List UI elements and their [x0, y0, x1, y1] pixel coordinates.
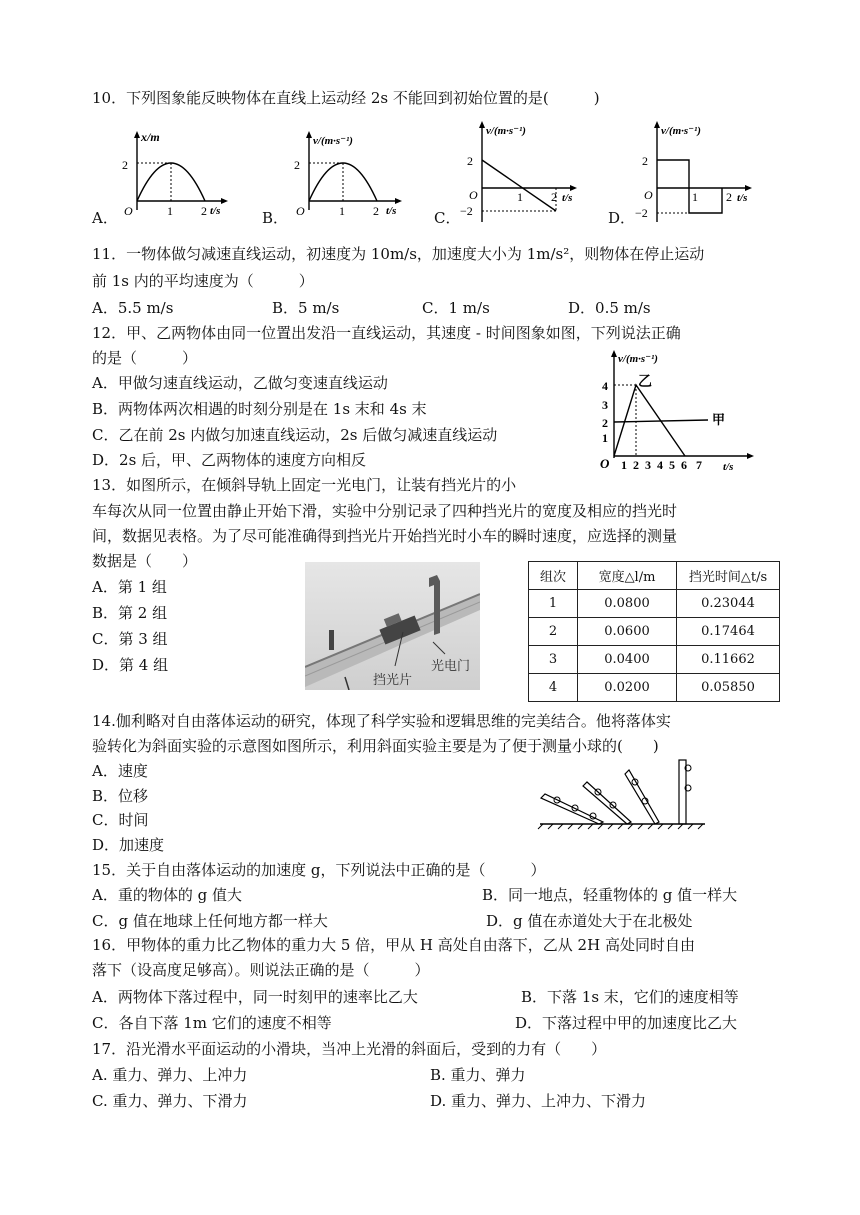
q17-option-a[interactable]: A. 重力、弹力、上冲力: [92, 1066, 248, 1084]
q17-option-c[interactable]: C. 重力、弹力、下滑力: [92, 1092, 248, 1110]
q10b-xlabel: t/s: [386, 205, 397, 217]
q15-option-b[interactable]: B．同一地点，轻重物体的 g 值一样大: [482, 886, 738, 904]
q12-graph: [590, 346, 770, 472]
table-cell: 0.05850: [677, 674, 780, 702]
q13-photo: [305, 562, 480, 690]
q13-line3: 间，数据见表格。为了尽可能准确得到挡光片开始挡光时小车的瞬时速度，应选择的测量: [92, 527, 678, 545]
q12-xtick-3: 3: [645, 458, 651, 472]
q10d-xtick-1: 1: [692, 190, 698, 204]
q16-option-d[interactable]: D．下落过程中甲的加速度比乙大: [515, 1014, 738, 1032]
q10d-ylabel: v/(m·s⁻¹): [661, 125, 701, 137]
q11-option-c[interactable]: C．1 m/s: [422, 299, 490, 317]
q12-option-c[interactable]: C．乙在前 2s 内做匀加速直线运动，2s 后做匀减速直线运动: [92, 426, 498, 444]
table-cell: 0.23044: [677, 590, 780, 618]
q10c-origin: O: [469, 188, 478, 202]
table-cell: 3: [529, 646, 578, 674]
q16-line2: 落下（设高度足够高）。则说法正确的是（ ）: [92, 961, 430, 979]
q12-line1: 12．甲、乙两物体由同一位置出发沿一直线运动，其速度 - 时间图象如图，下列说法正确: [92, 324, 681, 342]
table-cell: 2: [529, 618, 578, 646]
q12-label-jia: 甲: [712, 412, 726, 427]
q12-xtick-7: 7: [696, 458, 702, 472]
q15-option-d[interactable]: D．g 值在赤道处大于在北极处: [486, 912, 693, 930]
q15-stem: 15．关于自由落体运动的加速度 g，下列说法中正确的是（ ）: [92, 861, 546, 879]
q10b-xtick-2: 2: [373, 204, 379, 218]
table-cell: 4: [529, 674, 578, 702]
q12-xtick-1: 1: [621, 458, 627, 472]
q12-origin: O: [600, 456, 610, 471]
q16-option-c[interactable]: C．各自下落 1m 它们的速度不相等: [92, 1014, 332, 1032]
q10d-ytick-neg: −2: [635, 206, 648, 220]
table-header: 宽度△l/m: [578, 562, 677, 590]
q10a-origin: O: [124, 204, 133, 218]
q10d-xtick-2: 2: [726, 190, 732, 204]
table-header: 挡光时间△t/s: [677, 562, 780, 590]
table-cell: 0.0600: [578, 618, 677, 646]
q10c-ytick-pos: 2: [467, 154, 473, 168]
q12-option-b[interactable]: B．两物体两次相遇的时刻分别是在 1s 末和 4s 末: [92, 400, 427, 418]
q13-option-a[interactable]: A．第 1 组: [92, 578, 167, 596]
q10a-xtick-1: 1: [167, 204, 173, 218]
q13-option-b[interactable]: B．第 2 组: [92, 604, 168, 622]
q12-xtick-4: 4: [657, 458, 663, 472]
table-cell: 0.0400: [578, 646, 677, 674]
q10c-ytick-neg: −2: [460, 204, 473, 218]
table-row: [529, 618, 780, 646]
table-header: 组次: [529, 562, 578, 590]
q10c-xtick-2: 2: [551, 190, 557, 204]
q13-line1: 13．如图所示，在倾斜导轨上固定一光电门，让装有挡光片的小: [92, 476, 517, 494]
q10-option-b[interactable]: B．: [262, 209, 289, 227]
q12-xtick-5: 5: [669, 458, 675, 472]
q11-line2: 前 1s 内的平均速度为（ ）: [92, 272, 314, 290]
q10b-ytick: 2: [294, 158, 300, 172]
table-cell: 0.0800: [578, 590, 677, 618]
q11-option-d[interactable]: D．0.5 m/s: [568, 299, 651, 317]
q13-line2: 车每次从同一位置由静止开始下滑，实验中分别记录了四种挡光片的宽度及相应的挡光时: [92, 502, 678, 520]
q12-line2: 的是（ ）: [92, 349, 198, 367]
q10-graph-b: [282, 128, 412, 223]
q12-label-yi: 乙: [638, 375, 652, 390]
q11-option-b[interactable]: B．5 m/s: [272, 299, 340, 317]
q10d-origin: O: [644, 188, 653, 202]
q16-option-b[interactable]: B．下落 1s 末，它们的速度相等: [521, 988, 739, 1006]
q12-xtick-2: 2: [633, 458, 639, 472]
table-cell: 1: [529, 590, 578, 618]
q10-option-d[interactable]: D．: [608, 209, 636, 227]
q10c-xtick-1: 1: [517, 190, 523, 204]
q16-line1: 16．甲物体的重力比乙物体的重力大 5 倍，甲从 H 高处自由落下，乙从 2H 高处同时自由: [92, 936, 695, 954]
q12-option-d[interactable]: D．2s 后，甲、乙两物体的速度方向相反: [92, 451, 367, 469]
table-cell: 0.11662: [677, 646, 780, 674]
q15-option-c[interactable]: C．g 值在地球上任何地方都一样大: [92, 912, 328, 930]
q10c-ylabel: v/(m·s⁻¹): [486, 125, 526, 137]
q10a-ylabel: x/m: [141, 130, 160, 144]
q12-xlabel: t/s: [723, 461, 734, 472]
q12-ylabel: v/(m·s⁻¹): [618, 353, 658, 365]
q14-option-d[interactable]: D．加速度: [92, 836, 165, 854]
q14-line1: 14.伽利略对自由落体运动的研究，体现了科学实验和逻辑思维的完美结合。他将落体实: [92, 712, 671, 730]
q11-line1: 11．一物体做匀减速直线运动，初速度为 10m/s，加速度大小为 1m/s²，则物体在停止运动: [92, 245, 705, 263]
q10-stem: 10．下列图象能反映物体在直线上运动经 2s 不能回到初始位置的是( ): [92, 89, 600, 107]
q10d-xlabel: t/s: [737, 192, 748, 204]
q13-option-c[interactable]: C．第 3 组: [92, 630, 168, 648]
q14-option-c[interactable]: C．时间: [92, 811, 149, 829]
q10a-ytick: 2: [122, 158, 128, 172]
q13-label-gate: 光电门: [431, 659, 471, 674]
q10a-xtick-2: 2: [201, 204, 207, 218]
q14-option-b[interactable]: B．位移: [92, 787, 149, 805]
q10-option-c[interactable]: C．: [434, 209, 461, 227]
table-row: [529, 646, 780, 674]
q16-option-a[interactable]: A．两物体下落过程中，同一时刻甲的速率比乙大: [92, 988, 418, 1006]
table-header-row: [529, 562, 780, 590]
table-cell: 0.0200: [578, 674, 677, 702]
q10a-xlabel: t/s: [210, 205, 221, 217]
table-row: [529, 674, 780, 702]
q10d-ytick-pos: 2: [642, 154, 648, 168]
q12-ytick-1: 1: [602, 431, 608, 445]
q12-option-a[interactable]: A．甲做匀速直线运动，乙做匀变速直线运动: [92, 374, 388, 392]
q10-graph-d: [630, 118, 762, 228]
q17-stem: 17．沿光滑水平面运动的小滑块，当冲上光滑的斜面后，受到的力有（ ）: [92, 1040, 607, 1058]
q14-option-a[interactable]: A．速度: [92, 762, 148, 780]
q10b-origin: O: [296, 204, 305, 218]
q13-option-d[interactable]: D．第 4 组: [92, 656, 169, 674]
q12-ytick-3: 3: [602, 398, 608, 412]
q10b-xtick-1: 1: [339, 204, 345, 218]
q14-line2: 验转化为斜面实验的示意图如图所示，利用斜面实验主要是为了便于测量小球的( ): [92, 737, 659, 755]
q10-graph-a: [110, 128, 230, 223]
q11-option-a[interactable]: A．5.5 m/s: [92, 299, 174, 317]
q13-line4: 数据是（ ）: [92, 552, 198, 570]
q17-option-d[interactable]: D. 重力、弹力、上冲力、下滑力: [430, 1092, 647, 1110]
q12-xtick-6: 6: [681, 458, 687, 472]
q12-ytick-4: 4: [602, 379, 608, 393]
q13-table: [528, 561, 780, 702]
q10b-ylabel: v/(m·s⁻¹): [313, 135, 353, 147]
q12-ytick-2: 2: [602, 416, 608, 430]
q13-label-shade: 挡光片: [373, 673, 413, 688]
table-cell: 0.17464: [677, 618, 780, 646]
table-row: [529, 590, 780, 618]
q17-option-b[interactable]: B. 重力、弹力: [430, 1066, 526, 1084]
q10-graph-c: [455, 118, 587, 228]
incline-diagram: [535, 758, 710, 830]
q10c-xlabel: t/s: [562, 192, 573, 204]
q15-option-a[interactable]: A．重的物体的 g 值大: [92, 886, 242, 904]
q10-option-a[interactable]: A．: [92, 209, 118, 227]
